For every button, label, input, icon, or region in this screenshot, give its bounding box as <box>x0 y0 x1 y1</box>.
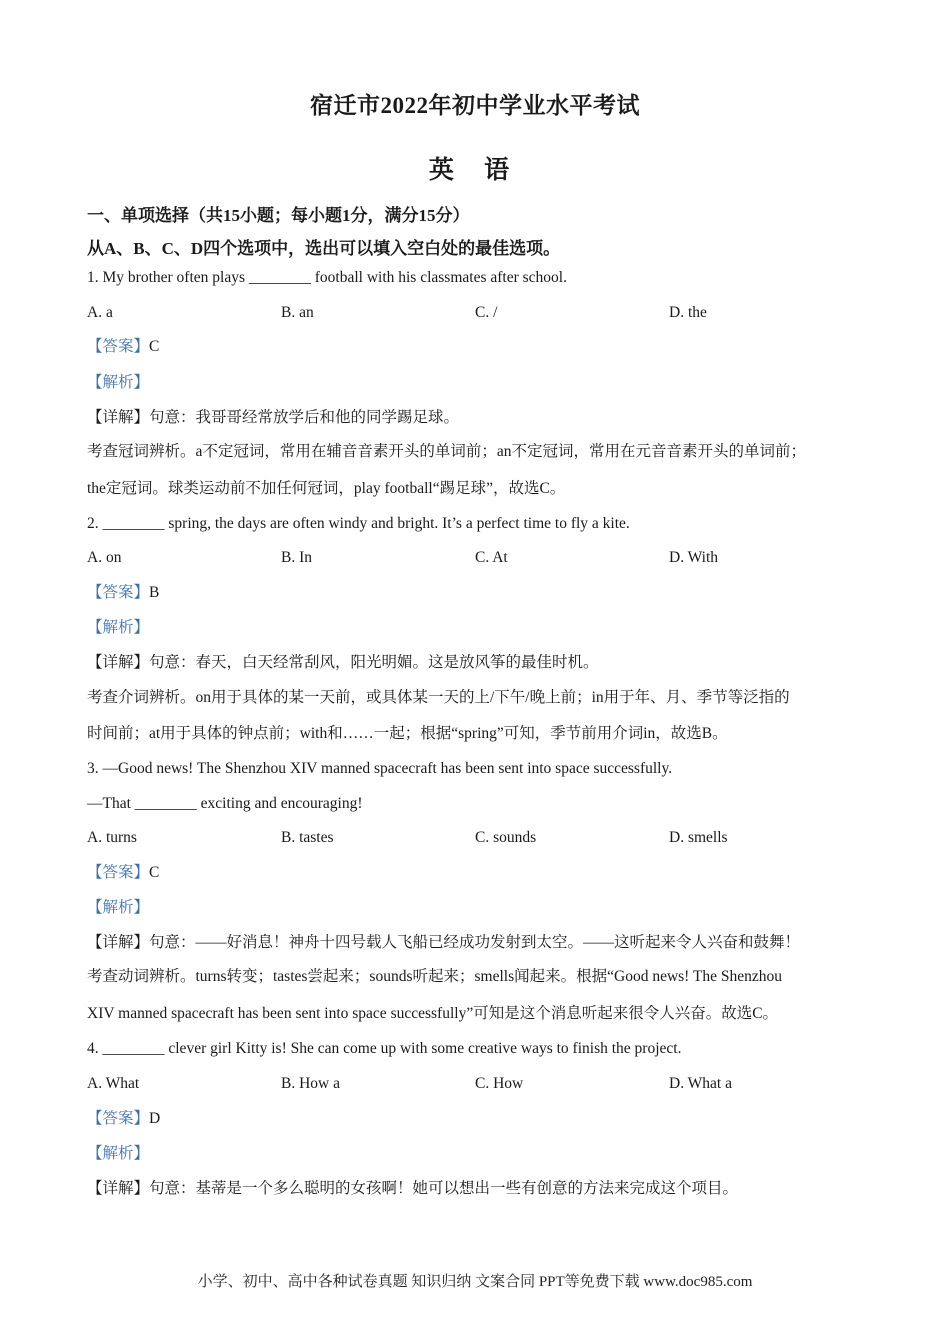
question-3-answer <box>87 863 877 883</box>
question-2-detail <box>87 653 877 673</box>
page-footer: 小学、初中、高中各种试卷真题 知识归纳 文案合同 PPT等免费下载 www.doc985.com <box>197 1274 753 1290</box>
answer-label: 【答案】 <box>87 338 150 355</box>
answer-value: C <box>149 864 160 881</box>
question-3-option-a: A. turns <box>87 829 137 846</box>
detail-label: 【详解】 <box>87 934 150 951</box>
question-1-explain-1: 考查冠词辨析。a不定冠词，常用在辅音音素开头的单词前；an不定冠词，常用在元音音素开头的单词前； <box>87 443 807 460</box>
question-3-explain-1: 考查动词辨析。turns转变；tastes尝起来；sounds听起来；smells闻起来。根据“Good news! The Shenzhou <box>87 968 783 985</box>
question-4-answer <box>87 1109 877 1129</box>
page-subtitle: 英 语 <box>428 157 522 184</box>
detail-text: 句意：——好消息！神舟十四号载人飞船已经成功发射到太空。——这听起来令人兴奋和鼓舞！ <box>149 934 801 951</box>
detail-text: 句意：基蒂是一个多么聪明的女孩啊！她可以想出一些有创意的方法来完成这个项目。 <box>149 1180 739 1197</box>
analysis-label: 【解析】 <box>87 619 150 636</box>
question-4-option-d: D. What a <box>669 1075 732 1092</box>
question-2-option-b: B. In <box>281 549 312 566</box>
question-3-stem: 3. —Good news! The Shenzhou XIV manned spacecraft has been sent into space successfully. <box>87 760 673 777</box>
question-2-analysis <box>87 618 877 638</box>
answer-value: C <box>149 338 160 355</box>
question-2-stem: 2. ________ spring, the days are often windy and bright. It’s a perfect time to fly a kite. <box>87 515 630 532</box>
question-1-analysis <box>87 373 877 393</box>
question-1-option-a: A. a <box>87 304 113 321</box>
question-3-explain-2: XIV manned spacecraft has been sent into space successfully”可知是这个消息听起来很令人兴奋。故选C。 <box>87 1005 779 1022</box>
question-4-option-b: B. How a <box>281 1075 340 1092</box>
question-2-option-c: C. At <box>475 549 508 566</box>
analysis-label: 【解析】 <box>87 1145 150 1162</box>
question-1-answer <box>87 337 877 357</box>
answer-label: 【答案】 <box>87 584 150 601</box>
question-2-answer <box>87 583 877 603</box>
detail-text: 句意：春天，白天经常刮风，阳光明媚。这是放风筝的最佳时机。 <box>149 654 599 671</box>
answer-label: 【答案】 <box>87 864 150 881</box>
question-1-stem: 1. My brother often plays ________ football with his classmates after school. <box>87 269 567 286</box>
question-3-detail <box>87 933 877 953</box>
answer-label: 【答案】 <box>87 1110 150 1127</box>
page-title: 宿迁市2022年初中学业水平考试 <box>310 93 640 118</box>
question-4-option-a: A. What <box>87 1075 140 1092</box>
question-3-option-d: D. smells <box>669 829 728 846</box>
question-2-option-a: A. on <box>87 549 122 566</box>
analysis-label: 【解析】 <box>87 899 150 916</box>
question-4-detail <box>87 1179 877 1199</box>
question-2-explain-2: 时间前；at用于具体的钟点前；with和……一起；根据“spring”可知，季节前用介词in，故选B。 <box>87 725 728 742</box>
question-4-stem: 4. ________ clever girl Kitty is! She can come up with some creative ways to finish the project. <box>87 1040 682 1057</box>
answer-value: B <box>149 584 160 601</box>
question-2-option-d: D. With <box>669 549 719 566</box>
question-3-option-b: B. tastes <box>281 829 334 846</box>
question-1-detail <box>87 408 877 428</box>
answer-value: D <box>149 1110 161 1127</box>
question-3-option-c: C. sounds <box>475 829 537 846</box>
detail-label: 【详解】 <box>87 1180 150 1197</box>
question-1-option-b: B. an <box>281 304 314 321</box>
detail-label: 【详解】 <box>87 409 150 426</box>
question-1-option-d: D. the <box>669 304 707 321</box>
question-3-analysis <box>87 898 877 918</box>
section-heading: 一、单项选择（共15小题；每小题1分，满分15分） <box>87 206 470 225</box>
question-1-explain-2: the定冠词。球类运动前不加任何冠词，play football“踢足球”，故选C。 <box>87 480 566 497</box>
question-3-stem-2: —That ________ exciting and encouraging! <box>87 795 363 812</box>
question-1-option-c: C. / <box>475 304 498 321</box>
detail-label: 【详解】 <box>87 654 150 671</box>
question-4-analysis <box>87 1144 877 1164</box>
analysis-label: 【解析】 <box>87 374 150 391</box>
section-instruction: 从A、B、C、D四个选项中，选出可以填入空白处的最佳选项。 <box>87 239 561 258</box>
question-4-option-c: C. How <box>475 1075 524 1092</box>
question-2-explain-1: 考查介词辨析。on用于具体的某一天前，或具体某一天的上/下午/晚上前；in用于年、月、季节等泛指的 <box>87 689 790 706</box>
detail-text: 句意：我哥哥经常放学后和他的同学踢足球。 <box>149 409 460 426</box>
